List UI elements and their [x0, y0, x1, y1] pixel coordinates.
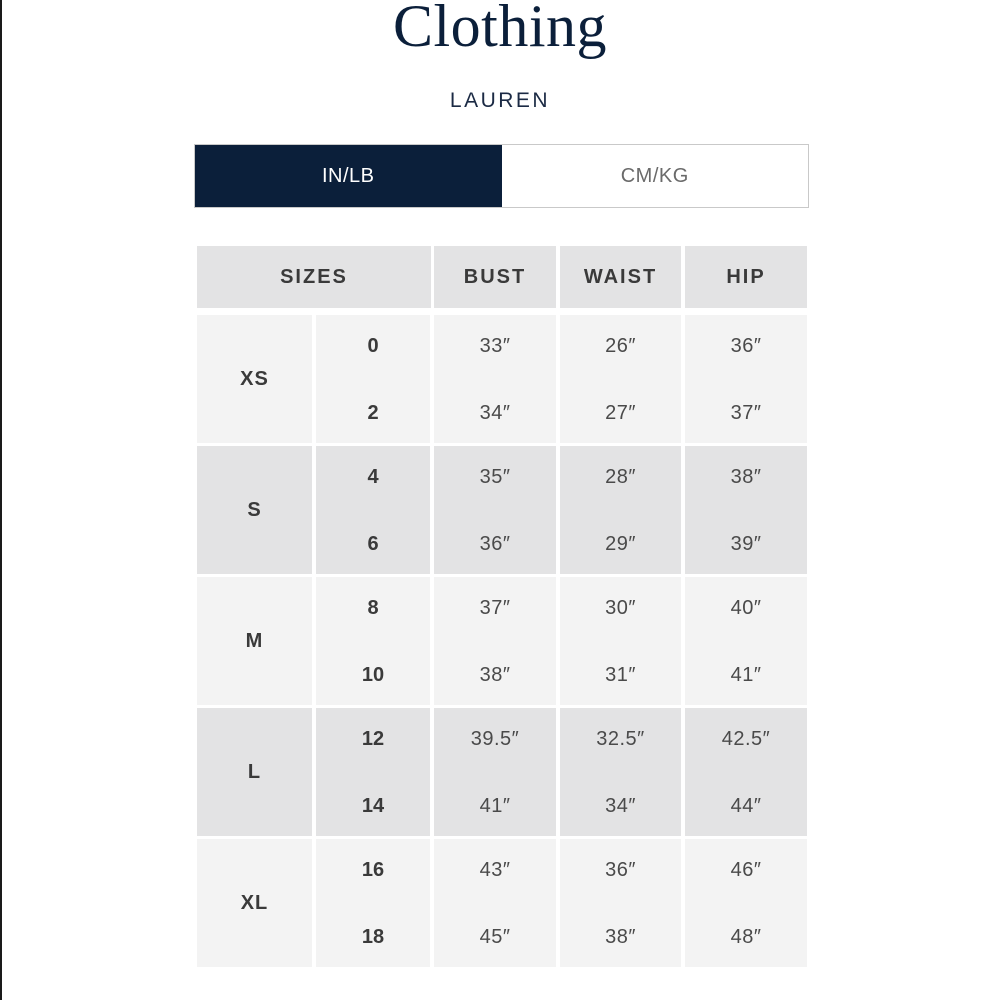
bust-cell — [434, 839, 556, 967]
waist-cell — [560, 839, 681, 967]
size-cell — [316, 446, 430, 574]
hip-value: 40″ — [730, 597, 762, 619]
waist-value: 38″ — [605, 926, 636, 948]
hip-cell — [685, 577, 807, 705]
waist-cell — [560, 708, 681, 836]
numeric-size: 4 — [367, 466, 379, 488]
waist-value: 27″ — [605, 402, 636, 424]
unit-toggle — [194, 144, 809, 208]
header-sizes: SIZES — [197, 246, 431, 308]
size-letter: M — [245, 629, 264, 652]
waist-cell — [560, 577, 681, 705]
numeric-size: 12 — [361, 728, 385, 750]
bust-value: 33″ — [479, 335, 511, 357]
header-hip: HIP — [685, 246, 807, 308]
bust-cell — [434, 315, 556, 443]
numeric-size: 18 — [361, 926, 385, 948]
hip-value: 36″ — [730, 335, 762, 357]
waist-value: 29″ — [605, 533, 636, 555]
hip-value: 46″ — [730, 859, 762, 881]
hip-value: 44″ — [730, 795, 762, 817]
size-letter: S — [247, 498, 262, 521]
waist-value: 31″ — [605, 664, 636, 686]
bust-value: 43″ — [479, 859, 511, 881]
size-letter: XL — [240, 891, 269, 914]
bust-value: 37″ — [479, 597, 511, 619]
waist-value: 28″ — [605, 466, 636, 488]
size-group-label — [197, 708, 312, 836]
hip-cell — [685, 839, 807, 967]
hip-cell — [685, 446, 807, 574]
bust-value: 35″ — [479, 466, 511, 488]
bust-value: 36″ — [479, 533, 511, 555]
waist-value: 30″ — [605, 597, 636, 619]
header-bust: BUST — [434, 246, 556, 308]
numeric-size: 16 — [361, 859, 385, 881]
bust-cell — [434, 446, 556, 574]
size-group-label — [197, 577, 312, 705]
bust-value: 39.5″ — [470, 728, 520, 750]
size-cell — [316, 315, 430, 443]
size-group-label — [197, 446, 312, 574]
numeric-size: 2 — [367, 402, 379, 424]
size-letter: L — [247, 760, 262, 783]
bust-value: 34″ — [479, 402, 511, 424]
size-cell — [316, 839, 430, 967]
hip-value: 37″ — [730, 402, 762, 424]
brand-subtitle: LAUREN — [449, 89, 551, 112]
waist-cell — [560, 315, 681, 443]
header-waist: WAIST — [560, 246, 681, 308]
bust-value: 45″ — [479, 926, 511, 948]
waist-value: 34″ — [605, 795, 636, 817]
hip-value: 48″ — [730, 926, 762, 948]
hip-value: 42.5″ — [721, 728, 771, 750]
size-letter: XS — [240, 367, 269, 390]
bust-value: 41″ — [479, 795, 511, 817]
waist-value: 26″ — [605, 335, 636, 357]
hip-cell — [685, 708, 807, 836]
hip-value: 39″ — [730, 533, 762, 555]
hip-cell — [685, 315, 807, 443]
numeric-size: 6 — [367, 533, 379, 555]
size-cell — [316, 577, 430, 705]
numeric-size: 14 — [361, 795, 385, 817]
waist-value: 32.5″ — [596, 728, 645, 750]
unit-option-in-lb[interactable]: IN/LB — [195, 145, 502, 207]
size-group-label — [197, 839, 312, 967]
bust-cell — [434, 577, 556, 705]
size-group-label — [197, 315, 312, 443]
left-edge-divider — [0, 0, 2, 1000]
numeric-size: 8 — [367, 597, 379, 619]
hip-value: 38″ — [730, 466, 762, 488]
unit-option-cm-kg[interactable]: CM/KG — [502, 145, 809, 207]
bust-value: 38″ — [479, 664, 511, 686]
numeric-size: 10 — [361, 664, 385, 686]
hip-value: 41″ — [730, 664, 762, 686]
waist-cell — [560, 446, 681, 574]
waist-value: 36″ — [605, 859, 636, 881]
numeric-size: 0 — [367, 335, 379, 357]
size-cell — [316, 708, 430, 836]
bust-cell — [434, 708, 556, 836]
page-title: Clothing — [392, 0, 608, 59]
